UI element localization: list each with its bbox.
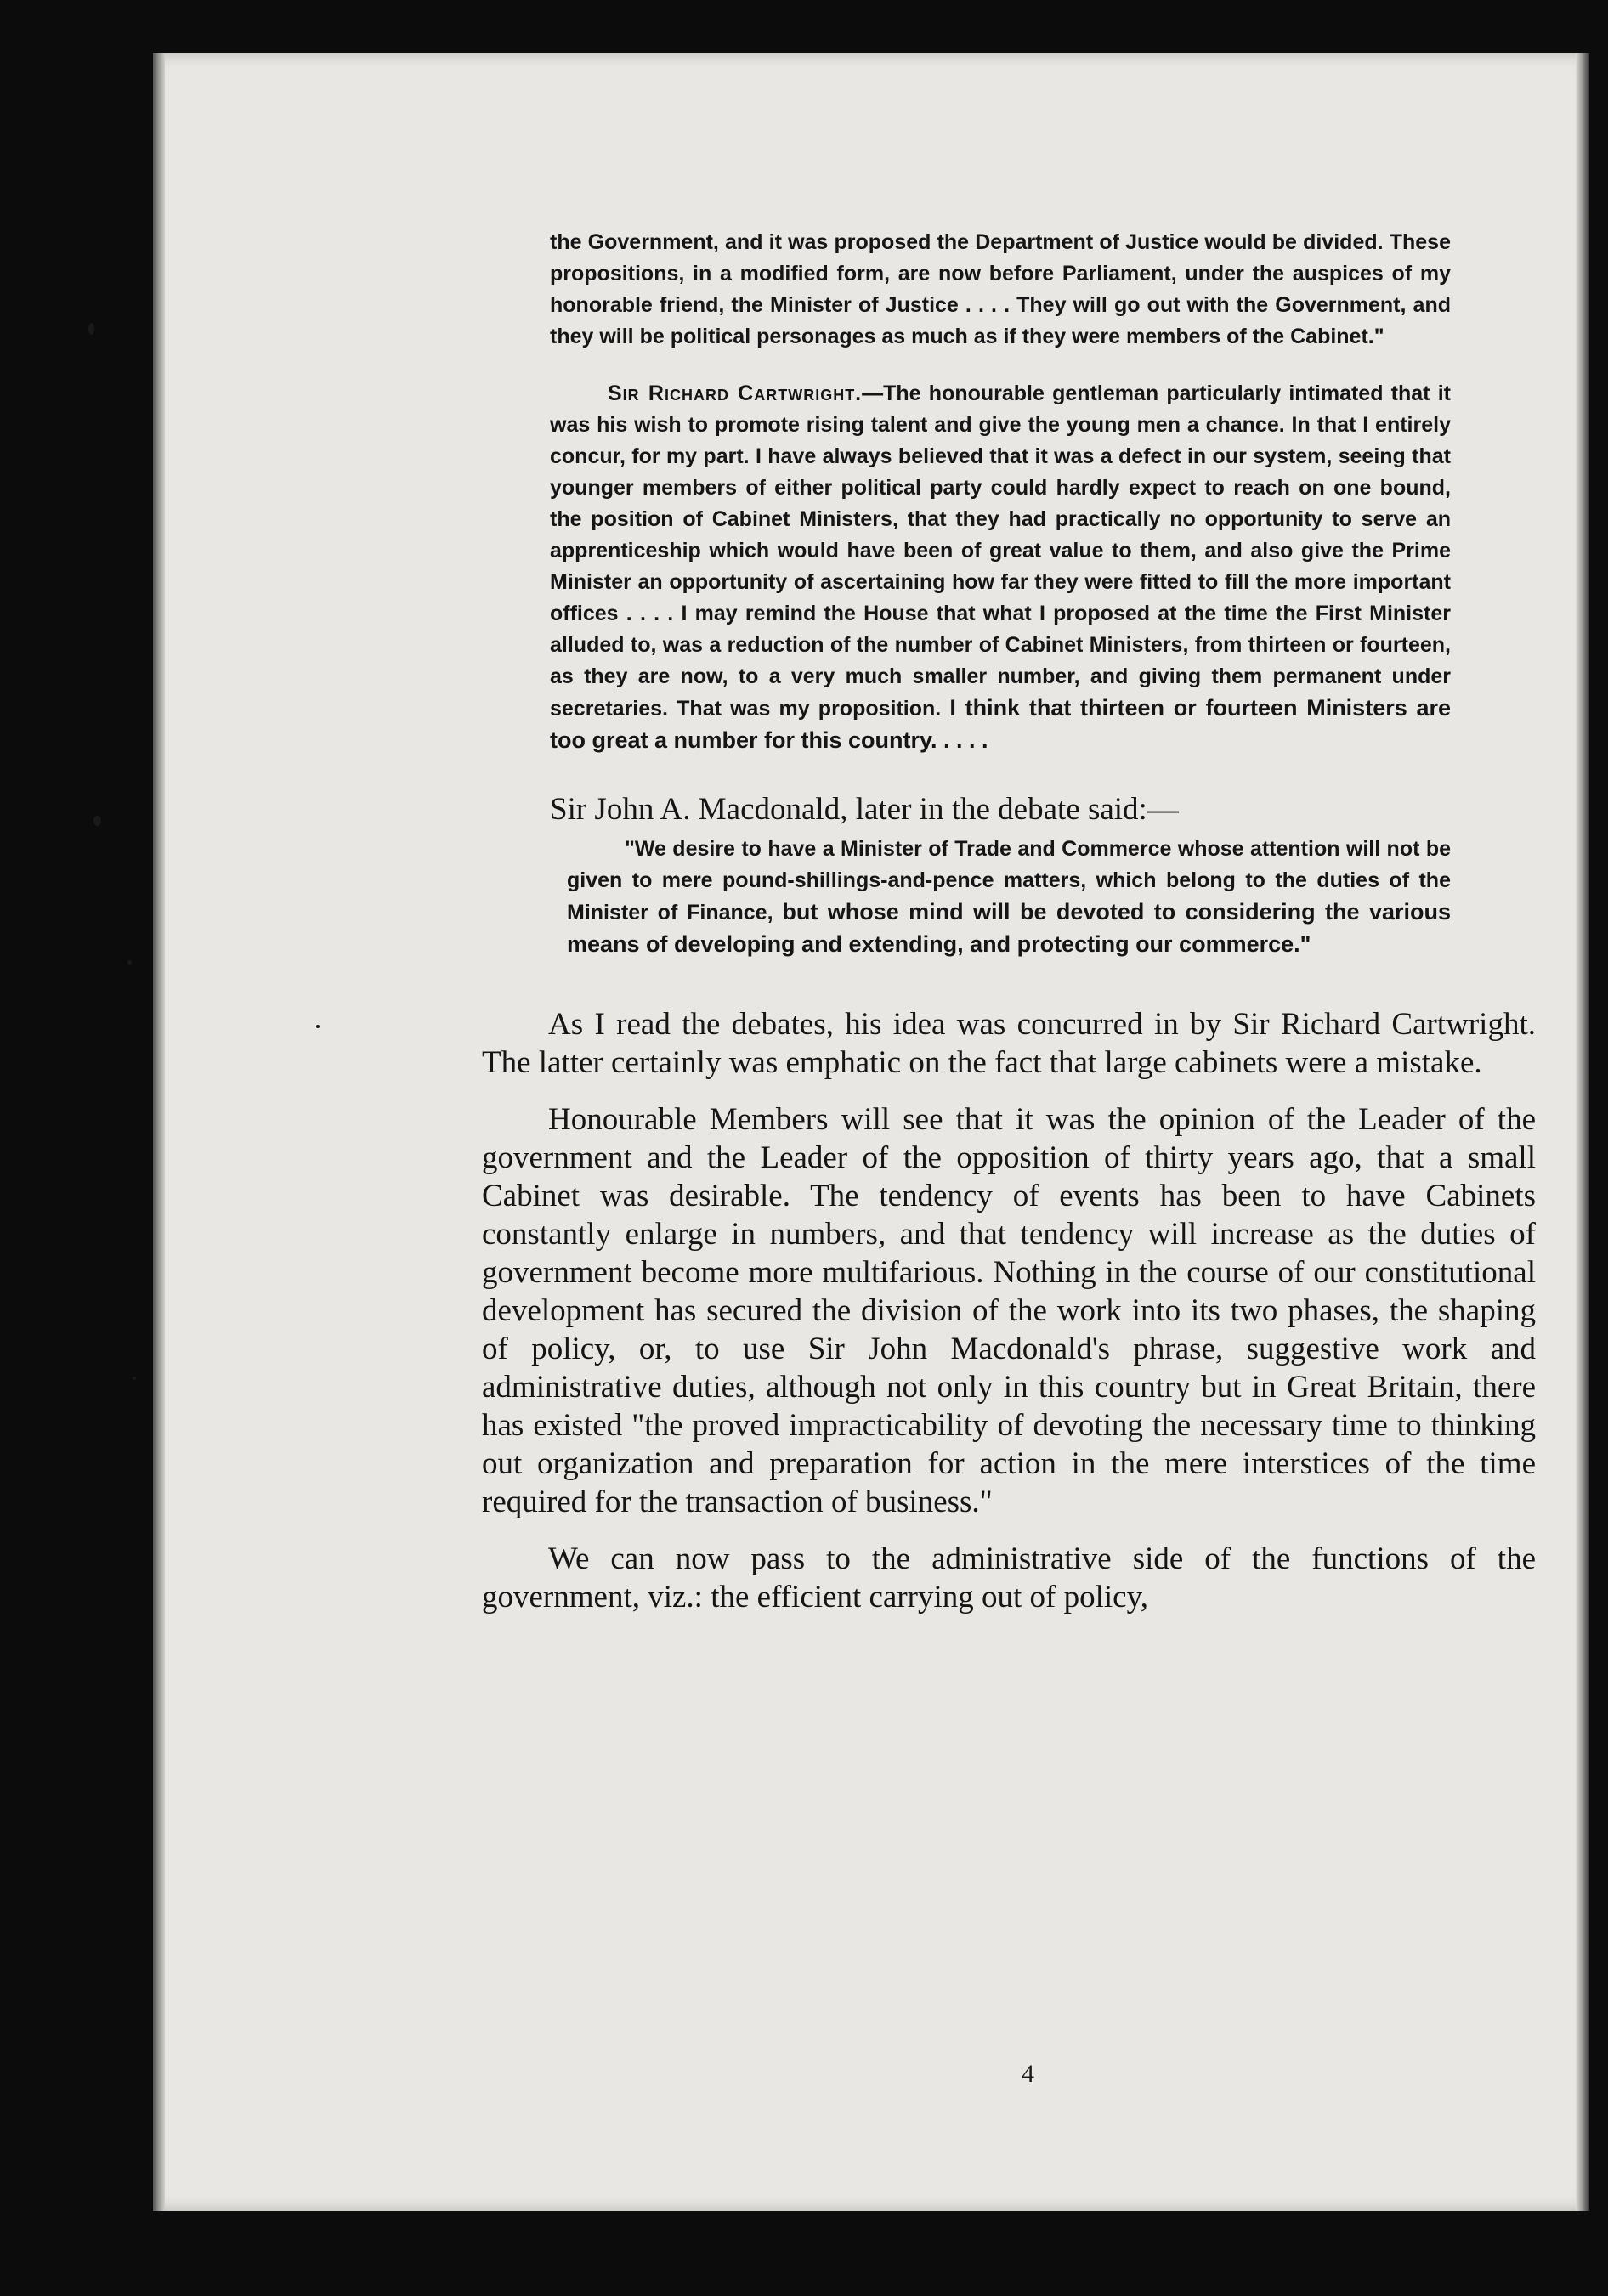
body-text [482, 1005, 1536, 1616]
macdonald-quote [567, 834, 1451, 961]
macdonald-quote-text: "We desire to have a Minister of Trade and Commerce whose attention will not be given to mere pound-shillings-and-pence matters, which belong to the duties of the Minister of Finance, [567, 837, 1451, 925]
quote-paragraph-1: the Government, and it was proposed the Department of Justice would be divided. These propositions, in a modified form, are now before Parliament, under the auspices of my honorable friend, the Minister of Justice . . . . They will go out with the Government, and they will be political personages as much as if they were members of the Cabinet." [550, 230, 1451, 348]
body-paragraph-1: As I read the debates, his idea was concurred in by Sir Richard Cartwright. The latter certainly was emphatic on the fact that large cabinets were a mistake. [482, 1007, 1536, 1080]
page-number: 4 [1022, 2060, 1034, 2088]
body-paragraph-2: Honourable Members will see that it was the opinion of the Leader of the government and the Leader of the opposition of thirty years ago, that a small Cabinet was desirable. The tendency of events has been to have Cabinets constantly enlarge in numbers, and that tendency will increase as the duties of government become more multifarious. Nothing in the course of our constitutional development has secured the division of the work into its two phases, the shaping of policy, or, to use Sir John Macdonald's phrase, suggestive work and administrative duties, although not only in this country but in Great Britain, there has existed "the proved impracticability of devoting the necessary time to thinking out organization and preparation for action in the mere interstices of the time required for the transaction of business." [482, 1102, 1536, 1519]
quote-paragraph-2-emphasis: I think that thirteen or fourteen Ministers are too great a number for this country. . . . . [550, 695, 1451, 753]
speaker-name: Sir Richard Cartwright. [608, 382, 863, 405]
scanned-page [153, 53, 1589, 2211]
quoted-debate-block [550, 227, 1451, 757]
page-content [482, 227, 1536, 1616]
quote-paragraph-2-text: —The honourable gentleman particularly intimated that it was his wish to promote rising talent and give the young men a chance. In that I entirely concur, for my part. I have always believed that it was a defect in our system, seeing that younger members of either political party could hardly expect to reach on one bound, the position of Cabinet Ministers, that they had practically no opportunity to serve an apprenticeship which would have been of great value to them, and also give the Prime Minister an opportunity of ascertaining how far they were fitted to fill the more important offices . . . . I may remind the House that what I proposed at the time the First Minister alluded to, was a reduction of the number of Cabinet Ministers, from thirteen or fourteen, as they are now, to a very much smaller number, and giving them permanent under secretaries. That was my proposition. [550, 382, 1451, 721]
section-heading: Sir John A. Macdonald, later in the debate said:— [550, 792, 1179, 827]
macdonald-quote-block [567, 834, 1451, 961]
macdonald-quote-emphasis: but whose mind will be devoted to considering the various means of developing and extending, and protecting our commerce." [567, 899, 1451, 957]
body-paragraph-3: We can now pass to the administrative side of the functions of the government, viz.: the efficient carrying out of policy, [482, 1541, 1536, 1615]
quote-paragraph-2 [550, 378, 1451, 757]
